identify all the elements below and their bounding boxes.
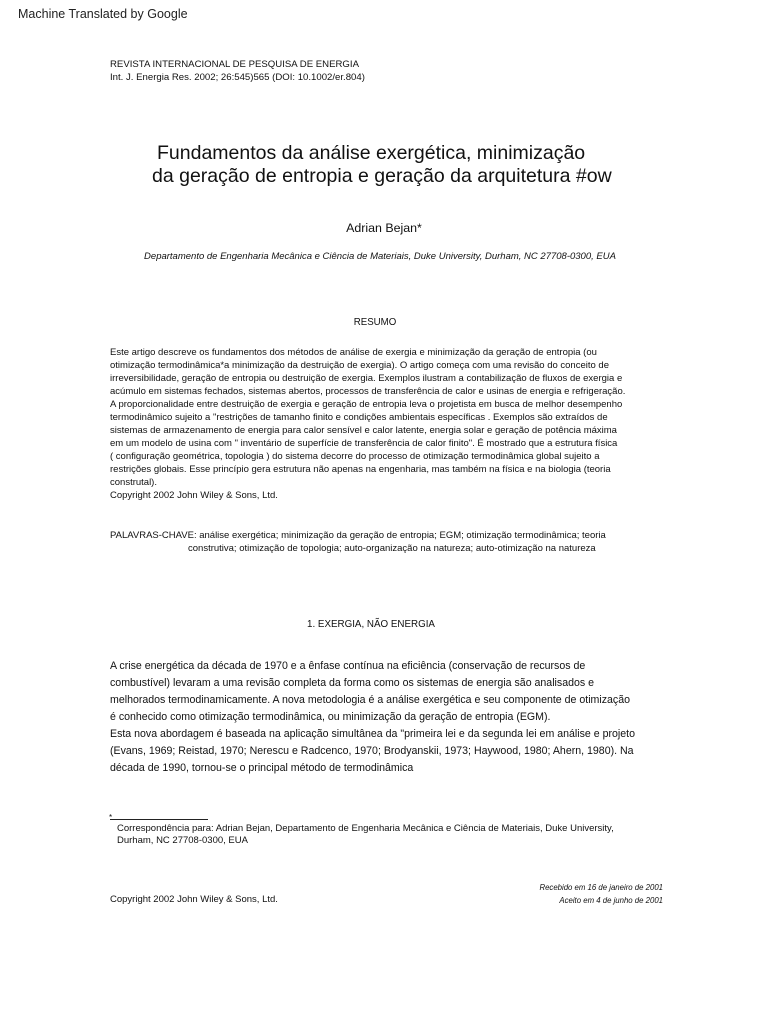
abstract-heading: RESUMO xyxy=(353,317,397,328)
footnote-rule xyxy=(110,819,208,820)
received-date: Recebido em 16 de janeiro de 2001 xyxy=(539,883,663,892)
section-body-text: A crise energética da década de 1970 e a ênfase contínua na eficiência (conservação de recursos de combustível) levaram a uma revisão completa da forma como os sistemas de energia são analisados e melhorados termodinamicamente. A nova metodologia é a análise exergética e seu componente de otimização é conhecido como otimização termodinâmica, ou minimização da geração de entropia (EGM). Esta nova abordagem é baseada na aplicação simultânea da "primeira lei e da segunda lei em análise e projeto (Evans, 1969; Reistad, 1970; Nerescu e Radcenco, 1970; Brodyanskii, 1973; Haywood, 1980; Ahern, 1980). Na década de 1990, tornou-se o principal método de termodinâmica xyxy=(110,660,635,774)
footnote-text: Correspondência para: Adrian Bejan, Departamento de Engenharia Mecânica e Ciência de Materiais, Duke University, Durham, NC 27708-0300, EUA xyxy=(117,823,614,846)
journal-header xyxy=(110,58,365,84)
keywords-line-2: construtiva; otimização de topologia; auto-organização na natureza; auto-otimização na natureza xyxy=(188,543,596,554)
journal-citation: Int. J. Energia Res. 2002; 26:545)565 (DOI: 10.1002/er.804) xyxy=(110,72,365,83)
paper-title-line-2: da geração de entropia e geração da arquitetura #ow xyxy=(152,165,612,187)
footnote-marker: * xyxy=(109,813,113,822)
journal-name: REVISTA INTERNACIONAL DE PESQUISA DE ENERGIA xyxy=(110,59,359,70)
author-affiliation: Departamento de Engenharia Mecânica e Ciência de Materiais, Duke University, Durham, NC 27708-0300, EUA xyxy=(144,251,616,262)
keywords xyxy=(110,529,670,555)
copyright-notice: Copyright 2002 John Wiley & Sons, Ltd. xyxy=(110,894,278,905)
paper-title-line-1: Fundamentos da análise exergética, minimização xyxy=(157,142,586,164)
author-name: Adrian Bejan* xyxy=(346,221,422,235)
abstract-text: Este artigo descreve os fundamentos dos métodos de análise de exergia e minimização da geração de entropia (ou otimização termodinâmica*a minimização da destruição de exergia). O artigo começa com uma revisão do conceito de irreversibilidade, geração de entropia ou destruição de exergia. Exemplos ilustram a contabilização de fluxos de exergia e acúmulo em sistemas fechados, sistemas abertos, processos de transferência de calor e usinas de energia e refrigeração. A proporcionalidade entre destruição de exergia e geração de entropia leva o projetista em busca de melhor desempenho termodinâmico sujeito a "restrições de tamanho finito e condições ambientais específicas . Exemplos são extraídos de sistemas de armazenamento de energia para calor sensível e calor latente, energia solar e geração de potência máxima em um modelo de usina com " inventário de superfície de transferência de calor finito". É mostrado que a estrutura física ( configuração geométrica, topologia ) do sistema decorre do processo de otimização termodinâmica global sujeito a restrições globais. Esse princípio gera estrutura não apenas na engenharia, mas também na física e na biologia (teoria construtal). Copyright 2002 John Wiley & Sons, Ltd. xyxy=(110,347,626,501)
submission-dates xyxy=(539,881,663,907)
section-heading: 1. EXERGIA, NÃO ENERGIA xyxy=(307,619,435,630)
accepted-date: Aceito em 4 de junho de 2001 xyxy=(559,896,663,905)
keywords-line-1: PALAVRAS-CHAVE: análise exergética; minimização da geração de entropia; EGM; otimização termodinâmica; teoria xyxy=(110,530,606,541)
paper-title xyxy=(0,142,768,188)
translation-banner: Machine Translated by Google xyxy=(18,7,188,21)
